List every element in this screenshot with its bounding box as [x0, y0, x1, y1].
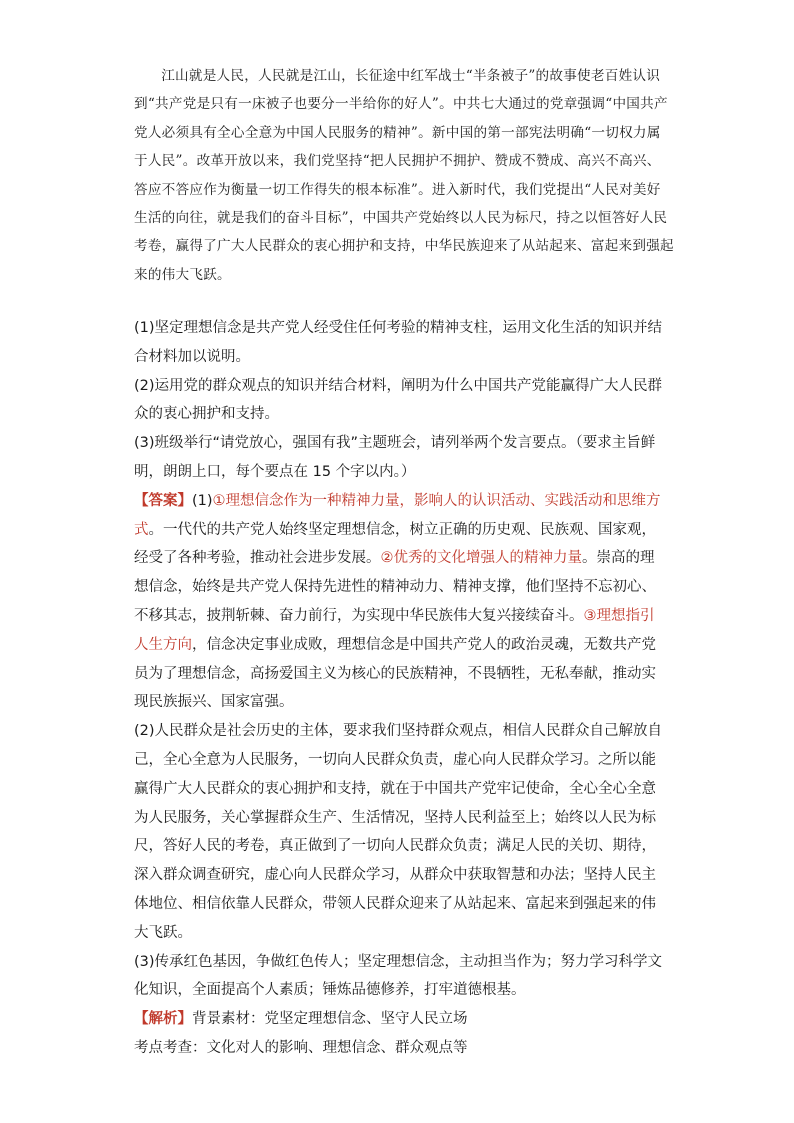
answer-tag: 【答案】	[134, 492, 192, 509]
answer-part-1	[134, 487, 668, 717]
answer-part-2: (2)人民群众是社会历史的主体，要求我们坚持群众观点，相信人民群众自己解放自己，全心全意为人民服务，一切向人民群众负责，虚心向人民群众学习。之所以能赢得广大人民群众的衷心拥护和支持，就在于中国共产党牢记使命，全心全心全意为人民服务，关心掌握群众生产、生活情况，坚持人民利益至上；始终以人民为标尺，答好人民的考卷，真正做到了一切向人民群众负责；满足人民的关切、期待，深入群众调查研究，虚心向人民群众学习，从群众中获取智慧和办法；坚持人民主体地位、相信依靠人民群众，带领人民群众迎来了从站起来、富起来到强起来的伟大飞跃。	[134, 723, 663, 941]
question-3: (3)班级举行“请党放心，强国有我”主题班会，请列举两个发言要点。（要求主旨鲜明，朗朗上口，每个要点在 15 个字以内。）	[134, 435, 656, 480]
question-1: (1)坚定理想信念是共产党人经受住任何考验的精神支柱，运用文化生活的知识并结合材料加以说明。	[134, 320, 663, 365]
analysis-background: 背景素材：党坚定理想信念、坚守人民立场	[192, 1011, 468, 1028]
answer-1-text-3: ，信念决定事业成败，理想信念是中国共产党人的政治灵魂，无数共产党员为了理想信念，高扬爱国主义为核心的民族精神，不畏牺牲，无私奉献，推动实现民族振兴、国家富强。	[134, 636, 656, 711]
material-passage	[134, 62, 674, 289]
answer-1-text-2: 。崇高的理想信念，始终是共产党人保持先进性的精神动力、精神支撑，他们坚持不忘初心、不移其志，披荆斩棘、奋力前行，为实现中华民族伟大复兴接续奋斗。	[134, 550, 656, 624]
answer-1-highlight-2: ②优秀的文化增强人的精神力量	[380, 550, 582, 567]
answer-1-prefix: (1)	[192, 492, 213, 509]
question-2: (2)运用党的群众观点的知识并结合材料，阐明为什么中国共产党能赢得广大人民群众的衷心拥护和支持。	[134, 377, 663, 423]
analysis-line-1	[134, 1005, 668, 1034]
analysis-line-2: 考点考查：文化对人的影响、理想信念、群众观点等	[134, 1039, 468, 1056]
answer-1-highlight-3: ③理想指引人生方向	[134, 607, 655, 653]
answer-part-3: (3)传承红色基因，争做红色传人；坚定理想信念，主动担当作为；努力学习科学文化知识，全面提高个人素质；锤炼品德修养，打牢道德根基。	[134, 953, 663, 999]
material-text: 江山就是人民，人民就是江山，长征途中红军战士“半条被子”的故事使老百姓认识到“共产党是只有一床被子也要分一半给你的好人”。中共七大通过的党章强调“中国共产党人必须具有全心全意为中国人民服务的精神”。新中国的第一部宪法明确“一切权力属于人民”。改革开放以来，我们党坚持“把人民拥护不拥护、赞成不赞成、高兴不高兴、答应不答应作为衡量一切工作得失的根本标准”。进入新时代，我们党提出“人民对美好生活的向往，就是我们的奋斗目标”，中国共产党始终以人民为标尺，持之以恒答好人民考卷，赢得了广大人民群众的衷心拥护和支持，中华民族迎来了从站起来、富起来到强起来的伟大飞跃。	[134, 68, 674, 283]
analysis-tag: 【解析】	[134, 1011, 192, 1028]
answer-1-highlight-1: ①理想信念作为一种精神力量，影响人的认识活动、实践活动和思维方式	[134, 492, 661, 538]
question-and-answer	[134, 314, 668, 1063]
answer-1-text-1: 。一代代的共产党人始终坚定理想信念，树立正确的历史观、民族观、国家观，经受了各种考验，推动社会进步发展。	[134, 521, 656, 567]
